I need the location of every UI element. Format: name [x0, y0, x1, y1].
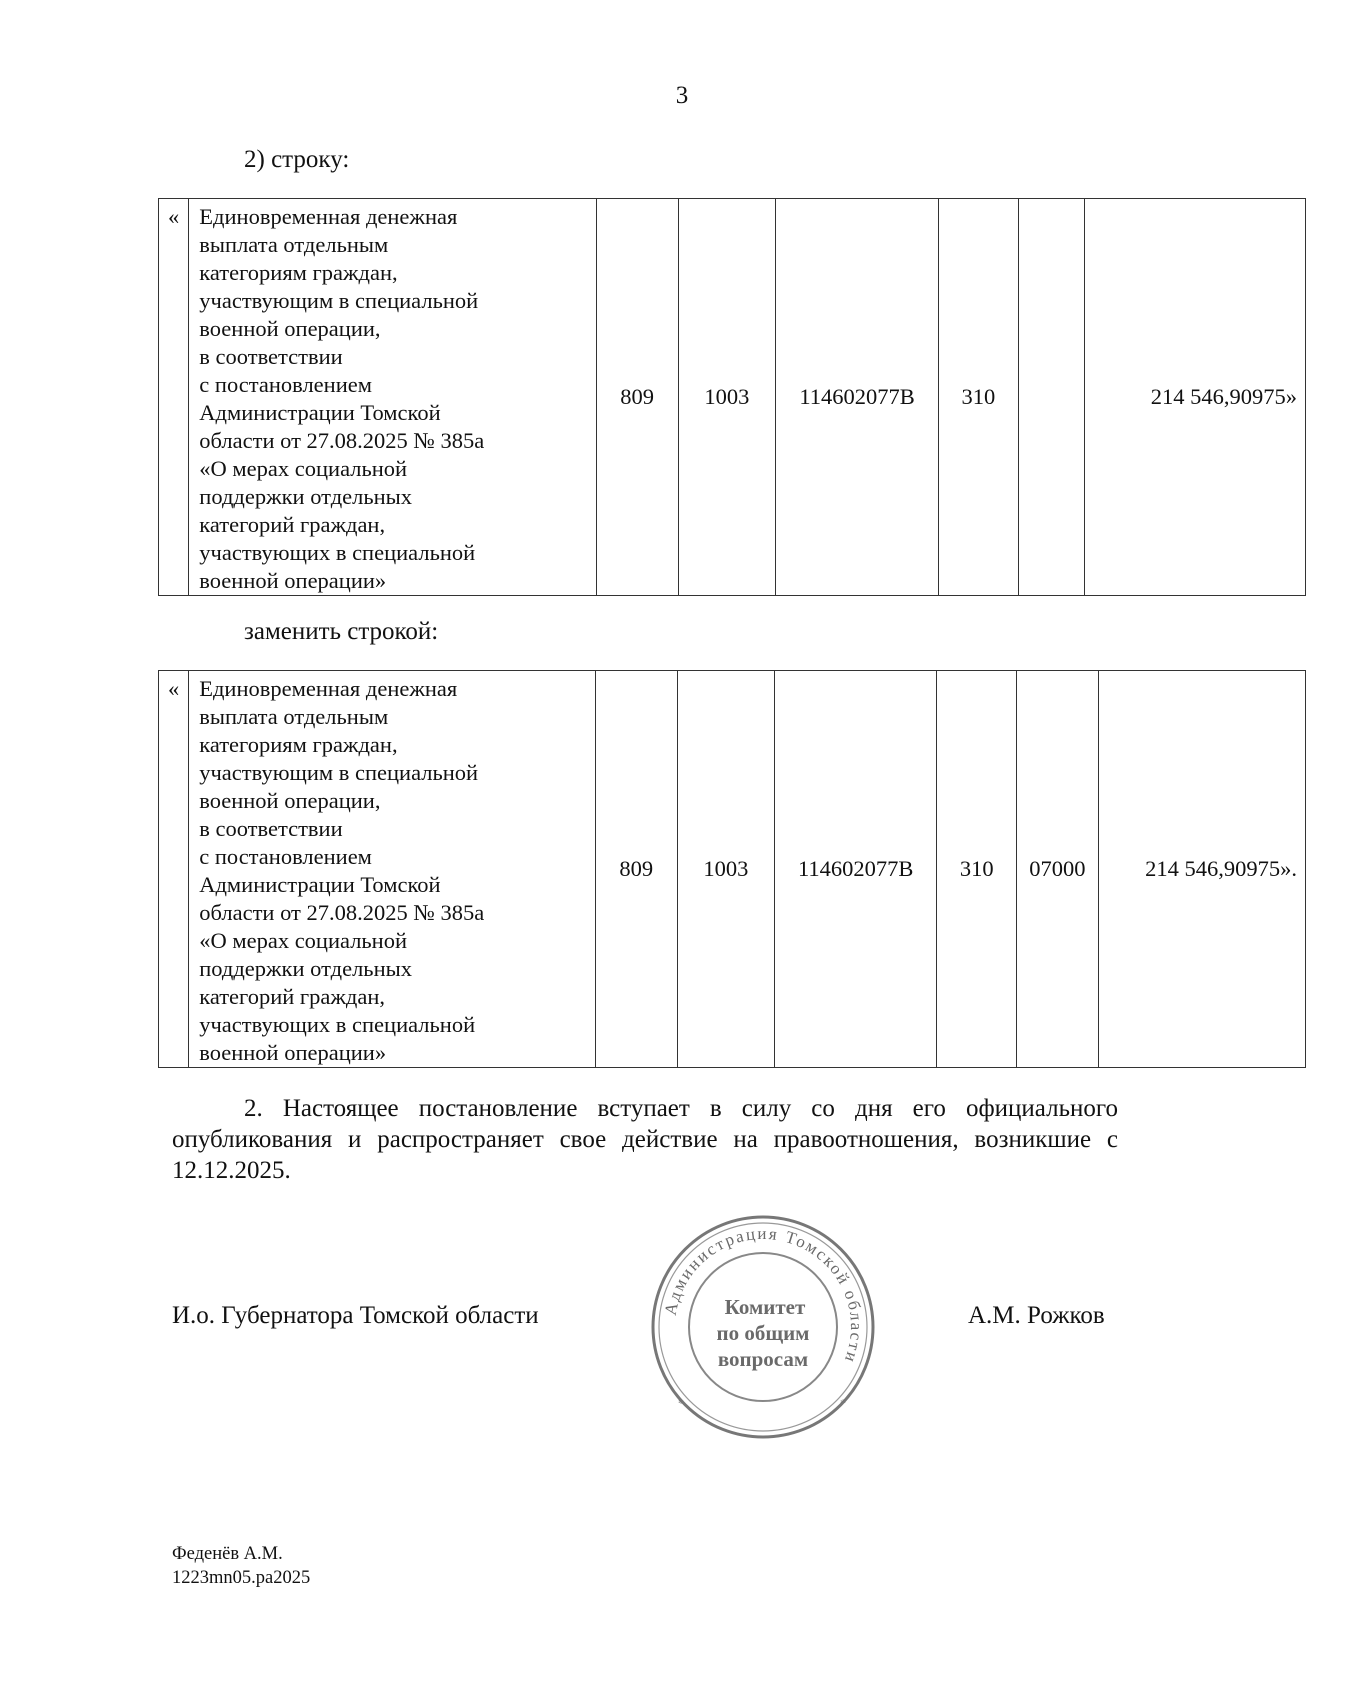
- table-row: [159, 199, 1306, 596]
- signatory-position: И.о. Губернатора Томской области: [172, 1302, 539, 1329]
- quote-cell: «: [159, 671, 189, 1068]
- code-cell-1: 809: [595, 671, 677, 1068]
- table-original-row: [158, 198, 1306, 596]
- code-cell-2: 1003: [678, 199, 776, 596]
- intro-line-1: 2) строку:: [244, 146, 350, 173]
- svg-text:*: *: [678, 1396, 684, 1410]
- effective-date-paragraph: 2. Настоящее постановление вступает в силу со дня его официального опубликования и распространяет свое действие на правоотношения, возникшие с 12.12.2025.: [172, 1095, 1118, 1184]
- code-cell-2: 1003: [677, 671, 774, 1068]
- table-replacement-row: [158, 670, 1306, 1068]
- quote-cell: «: [159, 199, 189, 596]
- footer-doc-code: 1223mn05.pa2025: [172, 1568, 311, 1588]
- official-seal: [648, 1212, 878, 1442]
- seal-center-line-2: по общим: [716, 1321, 810, 1345]
- description-cell: Единовременная денежная выплата отдельным категориям граждан, участвующим в специальной военной операции, в соответствии с постановлением Администрации Томской области от 27.08.2025 № 385а «О мерах социальной поддержки отдельных категорий граждан, участвующих в специальной военной операции»: [189, 199, 596, 596]
- code-cell-4: 310: [938, 199, 1018, 596]
- svg-text:*: *: [840, 1396, 846, 1410]
- seal-ring-text: Администрация Томской области: [660, 1223, 867, 1367]
- code-cell-4: 310: [937, 671, 1017, 1068]
- description-cell: Единовременная денежная выплата отдельным категориям граждан, участвующим в специальной военной операции, в соответствии с постановлением Администрации Томской области от 27.08.2025 № 385а «О мерах социальной поддержки отдельных категорий граждан, участвующих в специальной военной операции»: [189, 671, 596, 1068]
- table-row: [159, 671, 1306, 1068]
- code-cell-3: 114602077В: [775, 671, 937, 1068]
- page-number: 3: [675, 82, 689, 109]
- seal-center-line-3: вопросам: [717, 1347, 809, 1371]
- code-cell-5: [1018, 199, 1084, 596]
- footer-author: Феденёв А.М.: [172, 1544, 283, 1564]
- amount-cell: 214 546,90975»: [1084, 199, 1305, 596]
- intro-line-2: заменить строкой:: [244, 618, 439, 645]
- seal-center-line-1: Комитет: [724, 1295, 806, 1319]
- amount-cell: 214 546,90975».: [1098, 671, 1305, 1068]
- code-cell-1: 809: [596, 199, 678, 596]
- code-cell-3: 114602077В: [776, 199, 939, 596]
- code-cell-5: 07000: [1016, 671, 1098, 1068]
- footer: [172, 1542, 310, 1590]
- signatory-name: А.М. Рожков: [968, 1302, 1105, 1329]
